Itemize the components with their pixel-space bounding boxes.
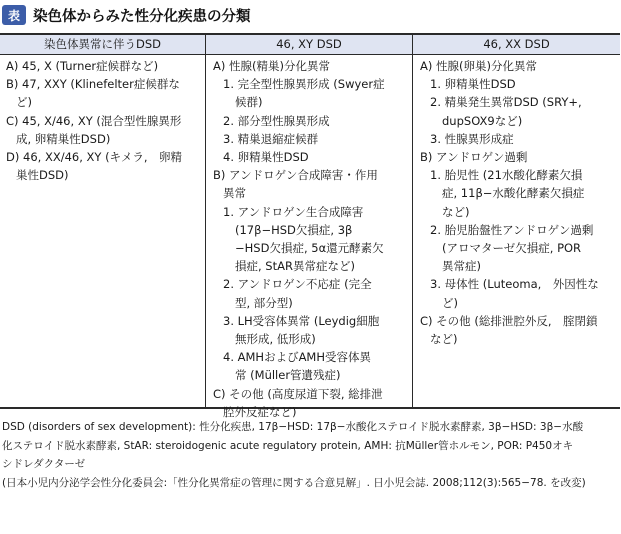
table-cell-line: 2. アンドロゲン不応症 (完全 [223, 277, 372, 292]
table-cell-line: A) 性腺(卵巣)分化異常 [420, 59, 537, 73]
table-cell-line: C) その他 (総排泄腔外反, 腟閉鎖 [420, 313, 598, 328]
table-cell-line: 3. 母体性 (Luteoma, 外因性な [430, 277, 599, 292]
footnote-source: (日本小児内分泌学会性分化委員会:「性分化異常症の管理に関する合意見解」. 日小児会誌. 2008;112(3):565−78. を改変) [2, 476, 586, 489]
table-cell-line: など) [430, 332, 458, 347]
table-cell-line: 型, 部分型) [235, 295, 293, 310]
footnote-line: 化ステロイド脱水素酵素, StAR: steroidogenic acute regulatory protein, AMH: 抗Müller管ホルモン, POR: P450オキ [2, 439, 574, 452]
header-46xx-dsd: 46, XX DSD [483, 37, 550, 51]
table-cell-line: ど) [16, 95, 32, 110]
table-cell-line: C) 45, X/46, XY (混合型性腺異形 [6, 113, 182, 128]
table-cell-line: (アロマターゼ欠損症, POR [442, 241, 582, 256]
table-cell-line: 2. 胎児胎盤性アンドロゲン過剰 [430, 222, 594, 237]
footnote-line: シドレダクターゼ [2, 458, 86, 470]
column-46xy-dsd [213, 57, 409, 421]
table-cell-line: dupSOX9など) [442, 113, 523, 128]
table-cell-line: 3. LH受容体異常 (Leydig細胞 [223, 313, 380, 328]
classification-table [0, 33, 620, 419]
table-cell-line: 損症, StAR異常症など) [235, 259, 355, 274]
header-chromosomal-dsd: 染色体異常に伴うDSD [43, 37, 161, 51]
table-cell-line: 異常症) [442, 259, 481, 274]
table-cell-line: 4. AMHおよびAMH受容体異 [223, 350, 371, 365]
table-cell-line: 異常 [223, 186, 246, 201]
table-cell-line: 2. 精巣発生異常DSD (SRY+, [430, 95, 582, 110]
table-cell-line: 成, 卵精巣性DSD) [16, 131, 111, 146]
table-cell-line: A) 性腺(精巣)分化異常 [213, 59, 330, 73]
table-cell-line: 4. 卵精巣性DSD [223, 150, 309, 165]
table-header-row [0, 35, 620, 55]
table-cell-line: 3. 精巣退縮症候群 [223, 131, 319, 146]
table-cell-line: D) 46, XX/46, XY (キメラ, 卵精 [6, 150, 182, 165]
table-title [2, 4, 251, 26]
table-cell-line: 腔外反症など) [223, 404, 297, 419]
table-cell-line: −HSD欠損症, 5α還元酵素欠 [235, 241, 384, 256]
table-cell-line: B) アンドロゲン合成障害・作用 [213, 168, 378, 183]
column-divider [205, 35, 206, 407]
column-chromosomal-dsd [6, 57, 202, 184]
table-cell-line: (17β−HSD欠損症, 3β [235, 222, 353, 237]
footnotes [2, 418, 620, 492]
table-cell-line: 巣性DSD) [16, 168, 69, 183]
table-title-text: 染色体からみた性分化疾患の分類 [33, 8, 251, 25]
table-cell-line: C) その他 (高度尿道下裂, 総排泄 [213, 386, 383, 401]
table-badge: 表 [2, 5, 26, 25]
table-cell-line: 1. 完全型性腺異形成 (Swyer症 [223, 77, 385, 92]
table-cell-line: など) [442, 204, 470, 219]
column-46xx-dsd [420, 57, 616, 348]
column-divider [412, 35, 413, 407]
table-cell-line: B) アンドロゲン過剰 [420, 150, 528, 165]
footnote-line: DSD (disorders of sex development): 性分化疾患, 17β−HSD: 17β−水酸化ステロイド脱水素酵素, 3β−HSD: 3β−水酸 [2, 421, 584, 433]
table-cell-line: A) 45, X (Turner症候群など) [6, 59, 159, 73]
table-cell-line: 2. 部分型性腺異形成 [223, 113, 330, 128]
table-cell-line: 1. 胎児性 (21水酸化酵素欠損 [430, 168, 583, 183]
header-46xy-dsd: 46, XY DSD [276, 37, 342, 51]
table-cell-line: B) 47, XXY (Klinefelter症候群な [6, 77, 180, 92]
table-cell-line: ど) [442, 295, 458, 310]
table-cell-line: 3. 性腺異形成症 [430, 131, 514, 146]
table-cell-line: 1. アンドロゲン生合成障害 [223, 204, 364, 219]
table-cell-line: 無形成, 低形成) [235, 332, 316, 347]
table-cell-line: 常 (Müller管遺残症) [235, 368, 341, 383]
table-cell-line: 1. 卵精巣性DSD [430, 77, 516, 92]
table-cell-line: 候群) [235, 95, 263, 110]
table-cell-line: 症, 11β−水酸化酵素欠損症 [442, 186, 585, 201]
